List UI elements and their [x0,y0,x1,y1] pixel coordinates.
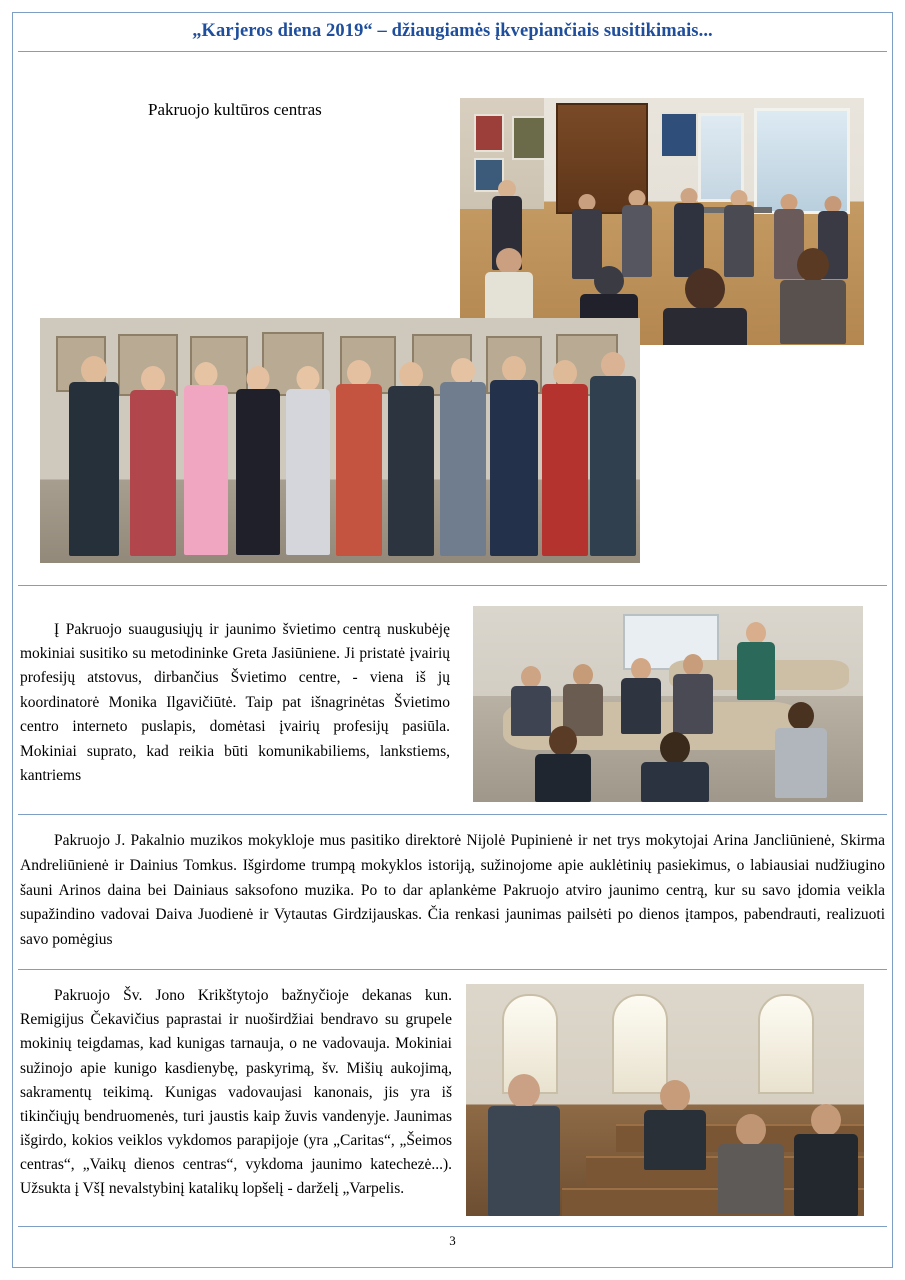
photo-figure [773,702,829,798]
photo-figure [792,1104,860,1216]
photo-figure [588,352,638,556]
photo-figure [486,1074,562,1216]
music-school-paragraph: Pakruojo J. Pakalnio muzikos mokykloje mus pasitiko direktorė Nijolė Pupinienė ir net trys mokytojai Arina Jancliūnienė, Skirma Andreliūnienė ir Dainius Tomkus. Išgirdome trumpą mokyklos istoriją, sužinojome apie auklėtinių pasiekimus, o labiausiai nudžiugino šauni Arinos daina bei Dainiaus saksofono muzika. Po to dar aplankėme Pakruojo atviro jaunimo centrą, kur su savo įdomia veikla supažindino vadovai Daiva Juodienė ir Vytautas Girdzijauskas. Čia renkasi jaunimas pailsėti po dienos įtampos, pabendrauti, realizuoti savo pomėgius [20,832,885,949]
photo-figure [182,362,230,556]
page-header [18,14,887,52]
page-footer [18,1227,887,1249]
section-education-centre [18,586,887,815]
photo-figure [533,726,593,802]
photo-figure [540,360,590,556]
photo-figure [671,654,715,734]
photo-figure [66,356,122,556]
culture-centre-caption: Pakruojo kultūros centras [148,100,322,119]
page-number: 3 [449,1232,456,1248]
page-content [18,14,887,1249]
photo-figure [334,360,384,556]
photo-figure [735,622,777,700]
section-church [18,970,887,1227]
photo-figure [642,1080,708,1170]
church-paragraph: Pakruojo Šv. Jono Krikštytojo bažnyčioje dekanas kun. Remigijus Čekavičius paprastai ir nuoširdžiai bendravo su grupele mokinių teigdamas, kad kunigas tarnauja, o ne vadovauja. Mokiniai sužinojo apie kunigo kasdienybę, paskyrimą, šv. Mišių aukojimą, sakramentų teikimą. Kunigas vadovaujasi kanonais, jis yra iš tikinčiųjų bendruomenės, turi jaustis kaip žuvis vandenyje. Jaunimas išgirdo, kokios veiklos vykdomos parapijoje (yra „Caritas“, „Šeimos centras“, „Vaikų dienos centras“, vykdoma jaunimo katechezė...). Užsukta į VšĮ nevalstybinį katalikų lopšelį - darželį „Varpelis. [20,986,452,1198]
photo-classroom [473,606,863,802]
photo-figure [488,356,540,556]
photo-figure [386,362,436,556]
photo-figure [620,190,654,278]
section-music-school [18,815,887,970]
photo-figure [234,366,282,556]
photo-figure [639,732,711,802]
photo-figure [660,268,750,345]
photo-figure [716,1114,786,1214]
photo-group [40,318,640,563]
page-title: „Karjeros diena 2019“ – džiaugiamės įkvepiančiais susitikimais... [192,21,713,41]
photo-church-interior [466,984,864,1216]
photo-meeting-room [460,98,864,345]
photo-figure [619,658,663,734]
photo-figure [722,190,756,278]
photo-figure [128,366,178,556]
photo-figure [284,366,332,556]
photo-figure [778,248,848,344]
photo-figure [672,188,706,278]
photo-figure [438,358,488,556]
section-culture-centre [18,52,887,586]
education-paragraph: Į Pakruojo suaugusiųjų ir jaunimo švietimo centrą nuskubėję mokiniai susitiko su metodininke Greta Jasiūniene. Ji pristatė įvairių profesijų atstovus, dirbančius Švietimo centre, - viena iš jų koordinatorė Monika Ilgavičiūtė. Taip pat išnagrinėtas Švietimo centro interneto puslapis, domėtasi įvairių profesijų pasiūla. Mokiniai suprato, kad reikia būti komunikabiliems, lankstiems, kantriems [20,620,450,785]
